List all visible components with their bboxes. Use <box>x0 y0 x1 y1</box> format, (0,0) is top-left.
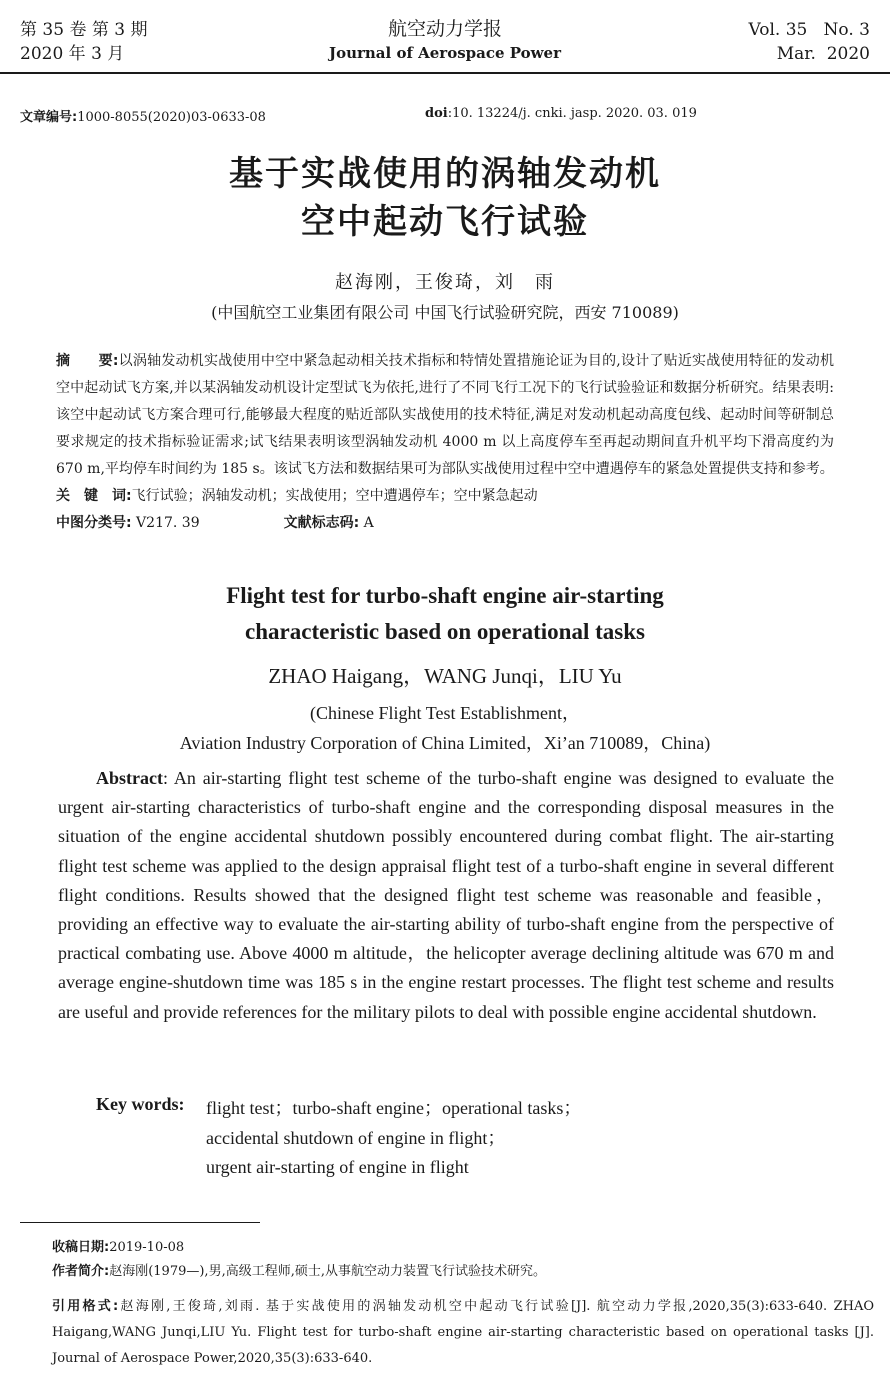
keywords-en-line-3: urgent air-starting of engine in flight <box>206 1157 469 1177</box>
header-right <box>749 18 870 66</box>
affiliation-en <box>0 698 890 758</box>
doi-label: doi <box>425 106 448 121</box>
author-bio-label: 作者简介: <box>52 1264 110 1279</box>
header-rule <box>0 72 890 74</box>
received-value: 2019-10-08 <box>109 1240 185 1255</box>
doi-value: :10. 13224/j. cnki. jasp. 2020. 03. 019 <box>447 106 697 121</box>
authors-en: ZHAO Haigang，WANG Junqi，LIU Yu <box>268 664 622 688</box>
title-cn-line-1: 基于实战使用的涡轴发动机 <box>229 154 661 194</box>
received-label: 收稿日期: <box>52 1240 110 1255</box>
author-bio-value: 赵海刚(1979—),男,高级工程师,硕士,从事航空动力装置飞行试验技术研究。 <box>109 1264 546 1279</box>
date-cn: 2020 年 3 月 <box>20 44 125 64</box>
title-en-line-2: characteristic based on operational tasks <box>245 619 645 644</box>
volume-issue-en: Vol. 35 No. 3 <box>748 20 870 40</box>
keywords-en <box>206 1094 581 1183</box>
article-number-value: 1000-8055(2020)03-0633-08 <box>77 110 266 125</box>
keywords-cn-text: 飞行试验；涡轴发动机；实战使用；空中遭遇停车；空中紧急起动 <box>131 488 538 504</box>
affiliation-en-line-2: Aviation Industry Corporation of China Limited，Xi’an 710089，China) <box>179 733 711 753</box>
abstract-cn-text: 以涡轴发动机实战使用中空中紧急起动相关技术指标和特情处置措施论证为目的,设计了贴近实战使用特征的发动机空中起动试飞方案,并以某涡轴发动机设计定型试飞为依托,进行了不同飞行工况下的飞行试验验证和数据分析研究。结果表明:该空中起动试飞方案合理可行,能够最大程度的贴近部队实战使用的技术特征,满足对发动机起动高度包线、起动时间等研制总要求规定的技术指标验证需求;试飞结果表明该型涡轴发动机 4000 m 以上高度停车至再起动期间直升机平均下滑高度约为 670 m,平均停车时间约为 185 s。该试飞方法和数据结果可为部队实战使用过程中空中遭遇停车的紧急处置提供支持和参考。 <box>56 353 834 477</box>
footnote-rule <box>20 1222 260 1223</box>
abstract-en-text: : An air-starting flight test scheme of the turbo-shaft engine was designed to evaluate the urgent air-starting characteristics of turbo-shaft engine and the corresponding disposal measures in the situation of the engine accidental shutdown possibly encountered during combat flight. The air-starting flight test scheme was applied to the design appraisal flight test of a turbo-shaft engine in several different flight conditions. Results showed that the designed flight test scheme was reasonable and feasible，providing an effective way to evaluate the air-starting ability of turbo-shaft engine from the perspective of practical combating use. Above 4000 m altitude，the helicopter average declining altitude was 670 m and average engine-shutdown time was 185 s in the engine restart processes. The flight test scheme and results are useful and provide references for the military pilots to deal with possible engine accidental shutdown. <box>58 768 834 1022</box>
title-en-line-1: Flight test for turbo-shaft engine air-starting <box>226 583 664 608</box>
abstract-en-label: Abstract <box>96 768 163 788</box>
clc-label: 中图分类号: <box>56 515 132 531</box>
abstract-en <box>58 764 834 1027</box>
affiliation-en-line-1: (Chinese Flight Test Establishment， <box>310 703 580 723</box>
keywords-en-line-1: flight test；turbo-shaft engine；operational tasks； <box>206 1098 582 1118</box>
received-date <box>52 1236 184 1255</box>
author-bio <box>52 1260 546 1279</box>
citation-value: 赵海刚,王俊琦,刘雨. 基于实战使用的涡轴发动机空中起动飞行试验[J]. 航空动力学报,2020,35(3):633-640. ZHAO Haigang,WANG Junqi,LIU Yu. Flight test for turbo-shaft engine air-starting characteristic based on operational tasks [J]. Journal of Aerospace Power,2020,35(3):633-640. <box>52 1299 874 1366</box>
clc-value: V217. 39 <box>131 515 200 531</box>
doi <box>425 106 697 121</box>
volume-issue-cn: 第 35 卷 第 3 期 <box>20 20 148 40</box>
keywords-en-line-2: accidental shutdown of engine in flight； <box>206 1127 506 1148</box>
authors-cn: 赵海刚，王俊琦，刘 雨 <box>335 272 555 293</box>
doc-code-label: 文献标志码: <box>283 515 360 531</box>
affiliation-cn: (中国航空工业集团有限公司 中国飞行试验研究院，西安 710089) <box>211 303 679 322</box>
journal-title-en: Journal of Aerospace Power <box>328 44 562 62</box>
title-en <box>0 578 890 650</box>
date-en: Mar. 2020 <box>776 44 870 64</box>
abstract-cn <box>56 348 834 537</box>
keywords-en-label: Key words: <box>96 1094 185 1114</box>
article-number-label: 文章编号: <box>20 110 78 125</box>
article-number <box>20 106 266 125</box>
title-cn-line-2: 空中起动飞行试验 <box>301 202 589 242</box>
keywords-cn-label: 关 键 词: <box>56 488 132 504</box>
title-cn <box>0 150 890 246</box>
citation-label: 引用格式: <box>52 1299 119 1314</box>
citation <box>52 1294 874 1372</box>
journal-title-cn: 航空动力学报 <box>387 18 502 40</box>
doc-code-value: A <box>359 515 374 531</box>
abstract-cn-label: 摘 要: <box>56 353 119 369</box>
